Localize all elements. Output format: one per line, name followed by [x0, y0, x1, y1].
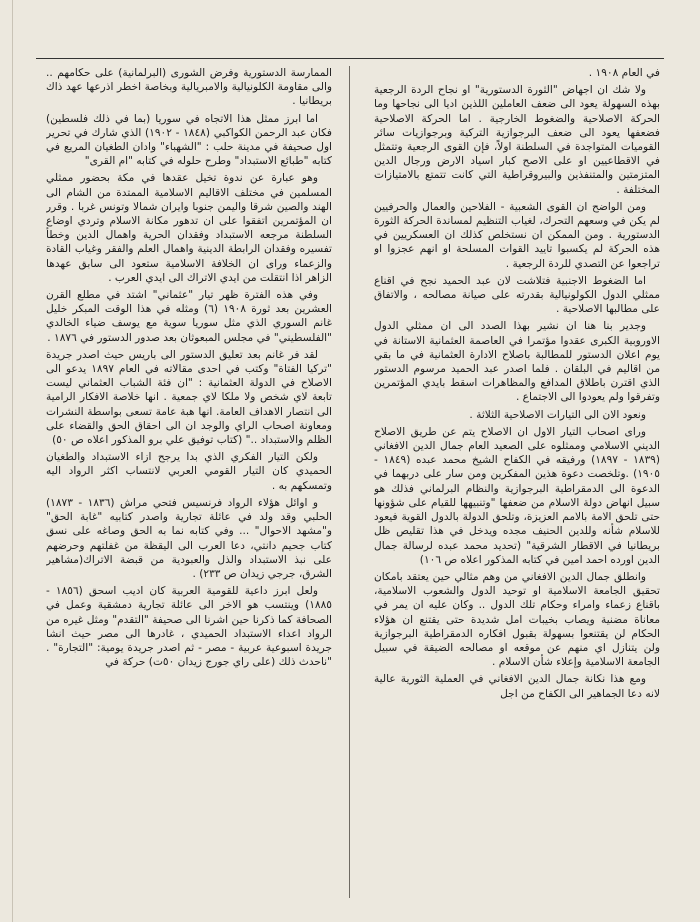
- paragraph: و اوائل هؤلاء الرواد فرنسيس فتحي مراش (١٨٣٦ - ١٨٧٣) الحلبي وقد ولد في عائلة تجارية واصدر كتابيه "غابة الحق" و"مشهد الاحوال" ... وفي كتابه نما به الحق وصاغه على نسق كتاب جحيم دانتي، دعا العرب الى اليقظة من غفلتهم وحرضهم على نبذ الاستبداد والذل والعبودية من قبضة الاتراك(مشاهير الشرق، جرجي زيدان ص ٢٣٣) .: [46, 496, 332, 580]
- paragraph: في العام ١٩٠٨ .: [588, 67, 660, 79]
- paragraph: ولا شك ان اجهاض "الثورة الدستورية" او نجاح الردة الرجعية بهذه السهولة يعود الى ضعف العاملين اللذين اديا الى نجاحها وما الحركة الاصلاحية والضغوط الخارجية . اما الحركة الاصلاحية فضعفها يعود الى ضعف البرجوازية التركية وبرجوازيات سائر القوميات المتواجدة في السلطنة اولاً، فإن القوى الرجعية وتتمثل في الاقطاعيين او على الاصح كبار اسياد الارض ورجال الدين المتزمتين والمتنفذين والبيروقراطية التي كانت تتمتع بالامتيازات المختلفة .: [374, 84, 660, 196]
- paragraph: ومع هذا نكانة جمال الدين الافغاني في العملية الثورية عالية لانه دعا الجماهير الى الكفاح من اجل: [374, 673, 660, 700]
- paragraph: ونعود الان الى التيارات الاصلاحية الثلاثة .: [469, 408, 646, 421]
- paragraph: لقد فر غانم بعد تعليق الدستور الى باريس حيث اصدر جريدة "تركيا الفتاة" وكتب في احدى مقالاته في العام ١٨٩٧ يدعو الى الاصلاح في الدولة العثمانية : "ان فئة الشباب العثماني ليست تابعة لاي شخص ولا ملكا لاي جمعية . انها خلاصة الافكار الرامية الى انتصار الاهداف العامة. انها هبة عامة تسعى بواسطة النشرات ومعاونة اصحاب الراي والوجد ان الى احقاق الحق والقضاء على الظلم والاستبداد .." (كتاب توفيق علي برو المذكور اعلاه ص ٥٠): [46, 348, 332, 447]
- paragraph: وفي هذه الفترة ظهر تيار "عثماني" اشتد في مطلع القرن العشرين بعد ثورة ١٩٠٨ (٦) ومثله في هذا الوقت المبكر خليل غانم السوري الذي مثل سوريا سوية مع يوسف ضياء الخالدي "الفلسطيني" في مجلس المبعوثان بعد صدور الدستور في ١٨٧٦ .: [46, 289, 332, 344]
- column-divider: [349, 66, 350, 898]
- left-column: [46, 66, 332, 906]
- paragraph: ومن الواضح ان القوى الشعبية - الفلاحين والعمال والحرفيين لم يكن في وسعهم التحرك، لغياب التنظيم لمساندة الحركة الثورة الدستورية . ومن الممكن ان نستخلص كذلك ان العسكريين في هذه الحركة لم يكسبوا تاييد القوات المسلحة او انهم عجزوا او تراجعوا عن التصدي للردة الرجعية .: [374, 200, 660, 270]
- header-rule: [36, 58, 664, 59]
- right-column: [374, 66, 660, 906]
- paragraph: وانطلق جمال الدين الافغاني من وهم مثالي حين يعتقد بامكان تحقيق الجامعة الاسلامية او توحيد الدول والشعوب الاسلامية، باقناع زعماء وامراء وحكام تلك الدول .. وكان عليه ان يمر في معاناة مضنية ويصاب بخيبات امل شديدة حتى يقتنع ان هؤلاء الحكام لن يقتنعوا بسهولة بقبول افكاره الدمقراطية البرجوازية ولن يتنازل اي منهم عن موقعه او مصالحه الضيقة في سبيل الجامعة الاسلامية وإعلاء شأن الاسلام .: [374, 570, 660, 669]
- paragraph: وجدير بنا هنا ان نشير بهذا الصدد الى ان ممثلي الدول الاوروبية الكبرى عقدوا مؤتمرا في العاصمة العثمانية الاستانة في يوم اعلان الدستور للمطالبة باصلاح الادارة العثمانية في ما بقي من اقاليم في البلقان . فلما اصدر عبد الحميد مرسوم الدستور الذي اقترن باطلاق المدافع والمظاهرات اسقط بايدي المؤتمرين وتفرقوا ولم يعودوا الى الاجتماع .: [374, 320, 660, 404]
- paragraph: ولعل ابرز داعية للقومية العربية كان اديب اسحق (١٨٥٦ - ١٨٨٥) وينتسب هو الاخر الى عائلة تجارية دمشقية وعمل في الصحافة كما ذكرنا حين اشرنا الى صحيفة "التقدم" ومثل غيره من الرواد اعداء الاستبداد الحميدي ، غادرها الى مصر حيث انشا جريدة اسبوعية عربية - مصر - ثم اصدر جريدة يومية: "التجارة" . "ناحدث ذلك (على راي جورج زيدان ٥٠ت) حركة في: [46, 585, 332, 669]
- page-edge-line: [12, 0, 13, 922]
- paragraph: اما الضغوط الاجنبية فتلاشت لان عبد الحميد نجح في اقناع ممثلي الدول الكولونيالية بقدرته على صيانة مصالحه ، والاتفاق على مطالبها الاصلاحية .: [374, 274, 660, 316]
- paragraph: وهو عبارة عن ندوة تخيل عقدها في مكة بحضور ممثلي المسلمين في مختلف الاقاليم الاسلامية الممتدة من الشام الى الهند والصين شرقا واليمن جنوبا وايران شمالا وتونس غربا . وقرر ان المؤتمرين اتفقوا على ان تدهور مكانة الاسلام وتردي اوضاع السلطنة مرجعه الاستبداد وفقدان الحرية واهمال الدين وخطأ تفسيره وفقدان الرابطة الدينية واهمال العلم والفقر وغياب القادة والزعماء وراى ان الخلافة الاسلامية ستعود الى سابق عهدها الزاهر اذا انتقلت من ايدي الاتراك الى ايدي العرب .: [46, 172, 332, 284]
- paragraph: وراى اصحاب التيار الاول ان الاصلاح يتم عن طريق الاصلاح الديني الاسلامي وممثلوه على الصعيد العام جمال الدين الافغاني (١٨٣٩ - ١٨٩٧) ورفيقه في الكفاح الشيخ محمد عبده (١٨٤٩ - ١٩٠٥) .وتلخصت دعوة هذين المفكرين ومن سار على دربهما في الدعوة الى الدمقراطية البرجوازية والنظام البرلماني فذلك هو سبيل انهاض دولة الاسلام من ضعفها "وتنبيهها للقيام على شؤونها حتى تلحق الامة بالامم العزيزة، وتلحق الدولة بالدول القوية فيعود للاسلام شأنه وللدين الحنيف مجده ويدخل في هذا تقليص ظل بريطانيا في الاقطار الشرقية" (تحديد محمد عبده لرسالة جمال الدين اورده احمد امين في كتابه المذكور اعلاه ص ١٠٦): [374, 425, 660, 566]
- paragraph: ولكن التيار الفكري الذي بدا يرجح ازاء الاستبداد والطغيان الحميدي كان التيار القومي العربي لانتساب اكثر الرواد اليه وتمسكهم به .: [46, 451, 332, 492]
- paragraph: اما ابرز ممثل هذا الاتجاه في سوريا (بما في ذلك فلسطين) فكان عبد الرحمن الكواكبي (١٨٤٨ - ١٩٠٢) الذي شارك في تحرير اول صحيفة في مدينة حلب : "الشهباء" وادان الطغيان المريع في كتابه "طبائع الاستبداد" وطرح حلوله في كتابه "ام القرى": [46, 112, 332, 168]
- paragraph: الممارسة الدستورية وفرض الشورى (البرلمانية) على حكامهم .. والى مقاومة الكلونيالية والامبريالية وبخاصة اخطر اذرعها عهد ذاك بريطانيا .: [46, 67, 332, 108]
